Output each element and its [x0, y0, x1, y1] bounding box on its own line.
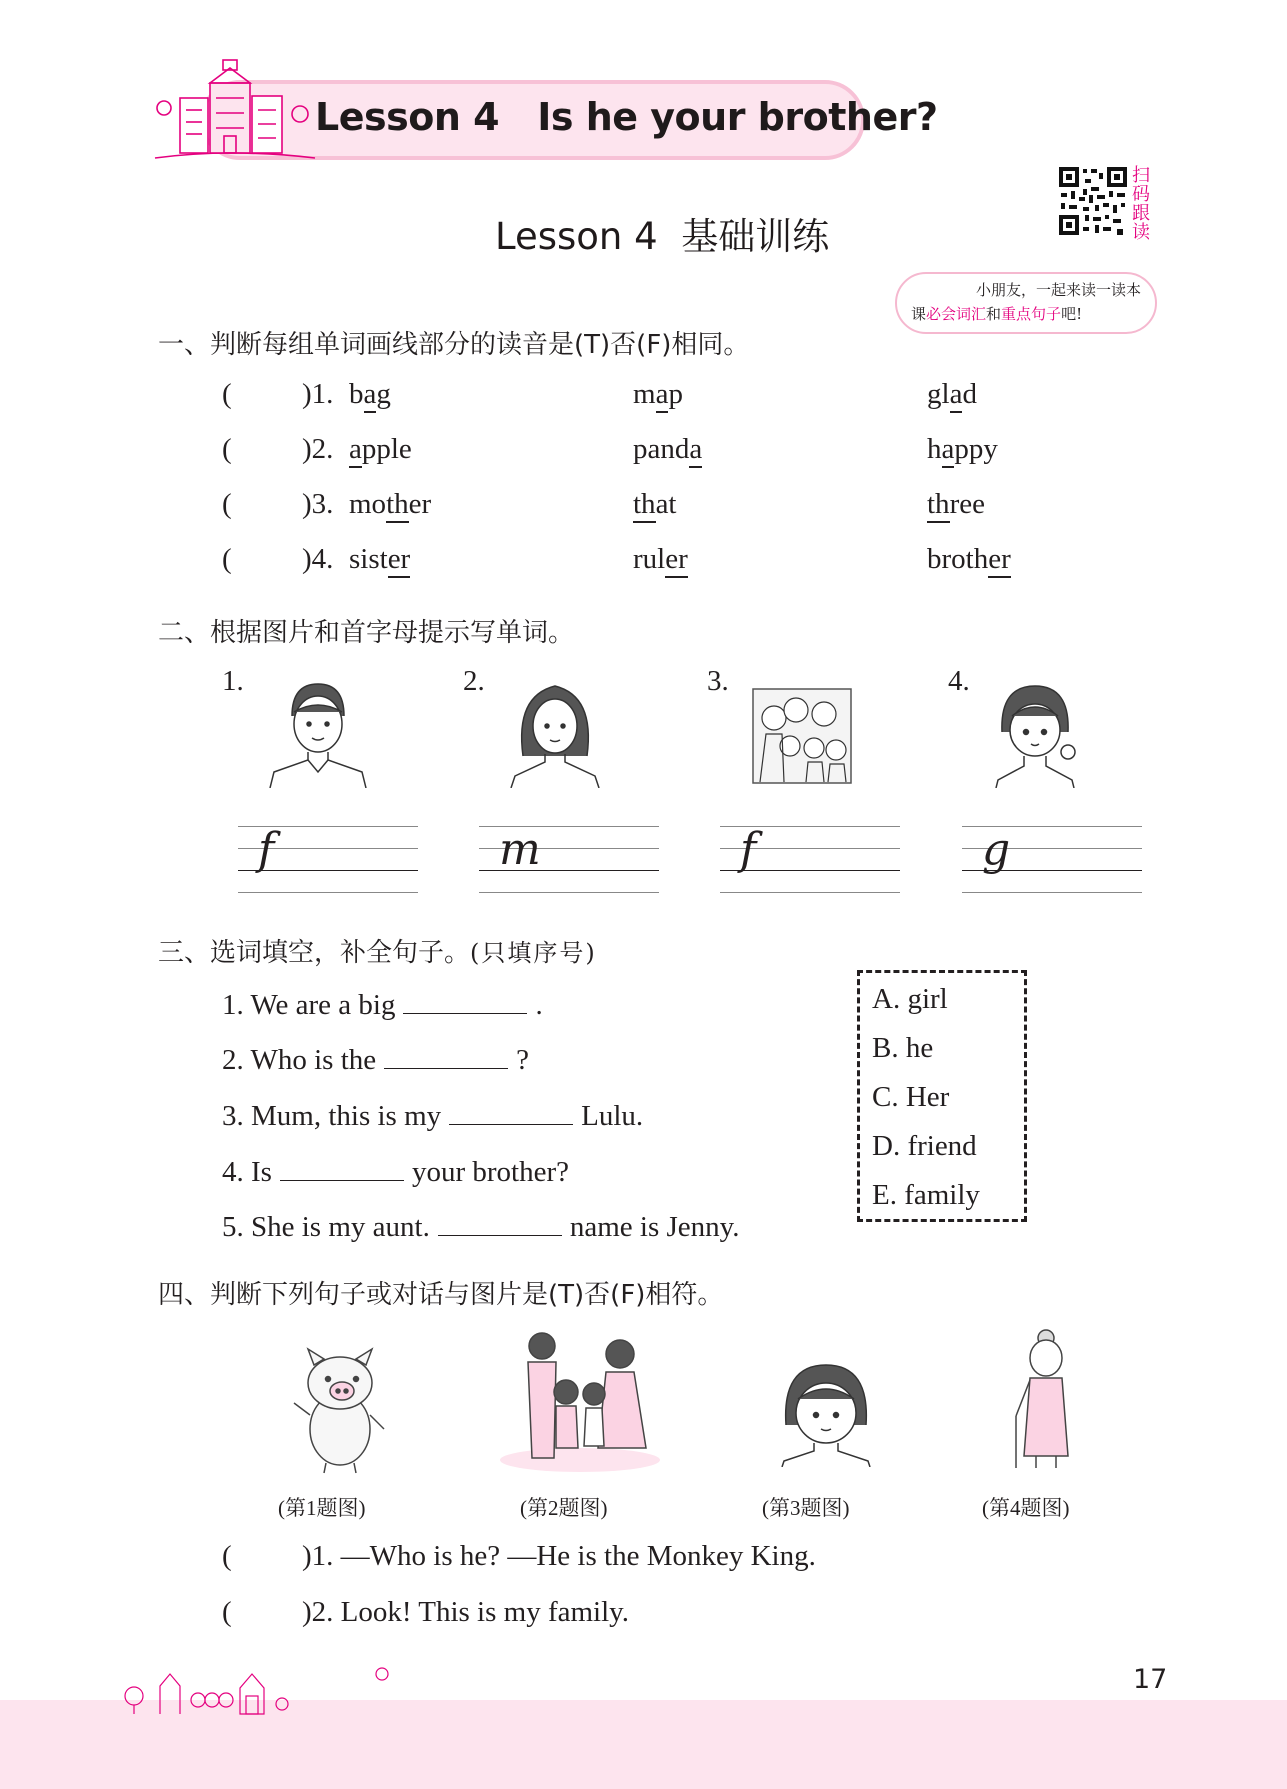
qr-label: 扫码跟读 — [1132, 165, 1150, 243]
underlined-letters: a — [364, 378, 377, 413]
word — [927, 488, 985, 521]
underlined-letters: a — [349, 433, 362, 468]
word — [633, 543, 688, 576]
sentence-end: your brother? — [411, 1156, 569, 1188]
underlined-letters: th — [927, 488, 950, 523]
guide-line — [238, 892, 418, 893]
hint-letter: f — [258, 824, 275, 875]
girl-portrait-picture — [776, 1355, 876, 1467]
sentence-start: 1. We are a big — [222, 989, 396, 1021]
word — [633, 488, 677, 521]
section3-title-note: (只填序号) — [470, 939, 597, 967]
answer-paren[interactable]: ( — [222, 433, 232, 465]
underlined-letters: er — [665, 543, 688, 578]
fill-in-sentence — [222, 1152, 569, 1189]
town-decoration-icon — [120, 1660, 410, 1716]
item-number: )1. — [302, 378, 334, 410]
writing-field[interactable] — [962, 826, 1142, 898]
question-text: )2. Look! This is my family. — [302, 1596, 630, 1628]
sentence-end: ? — [516, 1044, 529, 1076]
hint-letter: f — [740, 824, 757, 875]
word-part: rul — [633, 543, 666, 575]
bubble-highlight-sentences: 重点句子 — [1001, 305, 1062, 323]
bubble-text: 和 — [986, 305, 1002, 323]
section2-title: 二、根据图片和首字母提示写单词。 — [158, 618, 575, 648]
word — [633, 378, 683, 411]
hint-letter: m — [499, 824, 541, 875]
bubble-text: 课 — [911, 305, 927, 323]
writing-field[interactable] — [479, 826, 659, 898]
picture-caption: (第4题图) — [982, 1496, 1070, 1520]
section4-title: 四、判断下列句子或对话与图片是(T)否(F)相符。 — [158, 1280, 724, 1310]
section1-title: 一、判断每组单词画线部分的读音是(T)否(F)相同。 — [158, 330, 750, 360]
word — [633, 433, 702, 466]
word-part: mo — [349, 488, 387, 520]
bubble-line-1: 小朋友，一起来读一读本 — [975, 281, 1141, 299]
underlined-letters: a — [942, 433, 955, 468]
word-part: at — [655, 488, 677, 520]
pig-picture — [290, 1345, 390, 1475]
word — [927, 543, 1011, 576]
word-part: er — [408, 488, 432, 520]
item-number: 4. — [948, 665, 970, 697]
item-number: 1. — [222, 665, 244, 697]
option-item: E. family — [872, 1179, 980, 1211]
family-photo-picture — [752, 688, 852, 784]
word-part: m — [633, 378, 656, 410]
word-part: b — [349, 378, 364, 410]
answer-blank[interactable] — [280, 1152, 404, 1181]
answer-paren[interactable]: ( — [222, 1540, 232, 1572]
bubble-text: 吧! — [1061, 305, 1083, 323]
underlined-letters: a — [950, 378, 963, 413]
word-part: d — [962, 378, 977, 410]
section3-title — [158, 932, 597, 969]
bubble-line-2 — [911, 302, 1141, 326]
word-part: h — [927, 433, 942, 465]
word-part: pple — [361, 433, 412, 465]
fill-in-sentence — [222, 985, 543, 1022]
answer-blank[interactable] — [438, 1207, 562, 1236]
writing-field[interactable] — [720, 826, 900, 898]
sentence-end: name is Jenny. — [569, 1211, 740, 1243]
fill-in-sentence — [222, 1096, 643, 1133]
answer-blank[interactable] — [403, 985, 527, 1014]
guide-line — [962, 892, 1142, 893]
underlined-letters: er — [988, 543, 1011, 578]
fill-in-sentence — [222, 1207, 740, 1244]
word — [349, 378, 391, 411]
sentence-start: 2. Who is the — [222, 1044, 377, 1076]
page-number: 17 — [1133, 1664, 1168, 1695]
item-number: 2. — [463, 665, 485, 697]
page-subtitle: Lesson 4 基础训练 — [495, 215, 830, 258]
writing-field[interactable] — [238, 826, 418, 898]
underlined-letters: er — [388, 543, 411, 578]
reading-tip-bubble — [895, 272, 1157, 334]
bubble-highlight-words: 必会词汇 — [926, 305, 987, 323]
answer-paren[interactable]: ( — [222, 488, 232, 520]
word-part: pand — [633, 433, 690, 465]
word-part: gl — [927, 378, 950, 410]
word — [927, 378, 977, 411]
underlined-letters: a — [689, 433, 702, 468]
answer-paren[interactable]: ( — [222, 543, 232, 575]
word — [349, 543, 410, 576]
grandmother-picture — [1006, 1328, 1086, 1473]
sentence-end: . — [535, 989, 543, 1021]
answer-blank[interactable] — [449, 1096, 573, 1125]
word-part: sist — [349, 543, 388, 575]
question-text: )1. —Who is he? —He is the Monkey King. — [302, 1540, 816, 1572]
underlined-letters: th — [386, 488, 409, 523]
underlined-letters: th — [633, 488, 656, 523]
lesson-title: Lesson 4 Is he your brother? — [315, 95, 938, 139]
word — [349, 433, 412, 466]
word-part: p — [668, 378, 683, 410]
sentence-start: 5. She is my aunt. — [222, 1211, 430, 1243]
word-part: ree — [949, 488, 985, 520]
word-part: broth — [927, 543, 989, 575]
option-item: A. girl — [872, 983, 948, 1015]
word — [927, 433, 998, 466]
word — [349, 488, 431, 521]
hint-letter: g — [982, 824, 1011, 875]
word-part: g — [376, 378, 391, 410]
option-item: B. he — [872, 1032, 934, 1064]
girl-picture — [992, 676, 1078, 788]
answer-paren[interactable]: ( — [222, 1596, 232, 1628]
section3-title-text: 三、选词填空，补全句子。 — [158, 938, 471, 968]
picture-caption: (第3题图) — [762, 1496, 850, 1520]
item-number: )4. — [302, 543, 334, 575]
word-part: ppy — [954, 433, 998, 465]
father-picture — [262, 676, 372, 788]
answer-blank[interactable] — [384, 1040, 508, 1069]
fill-in-sentence — [222, 1040, 529, 1077]
option-item: D. friend — [872, 1130, 977, 1162]
option-item: C. Her — [872, 1081, 950, 1113]
school-building-icon — [150, 58, 320, 168]
item-number: )3. — [302, 488, 334, 520]
item-number: )2. — [302, 433, 334, 465]
mother-picture — [505, 676, 605, 788]
options-box — [857, 970, 1027, 1222]
answer-paren[interactable]: ( — [222, 378, 232, 410]
item-number: 3. — [707, 665, 729, 697]
underlined-letters: a — [656, 378, 669, 413]
guide-line — [720, 892, 900, 893]
guide-line — [479, 892, 659, 893]
picture-caption: (第2题图) — [520, 1496, 608, 1520]
qr-code-icon[interactable] — [1057, 165, 1129, 237]
sentence-start: 4. Is — [222, 1156, 272, 1188]
sentence-start: 3. Mum, this is my — [222, 1100, 442, 1132]
picture-caption: (第1题图) — [278, 1496, 366, 1520]
sentence-end: Lulu. — [581, 1100, 644, 1132]
family-picture — [498, 1328, 663, 1473]
